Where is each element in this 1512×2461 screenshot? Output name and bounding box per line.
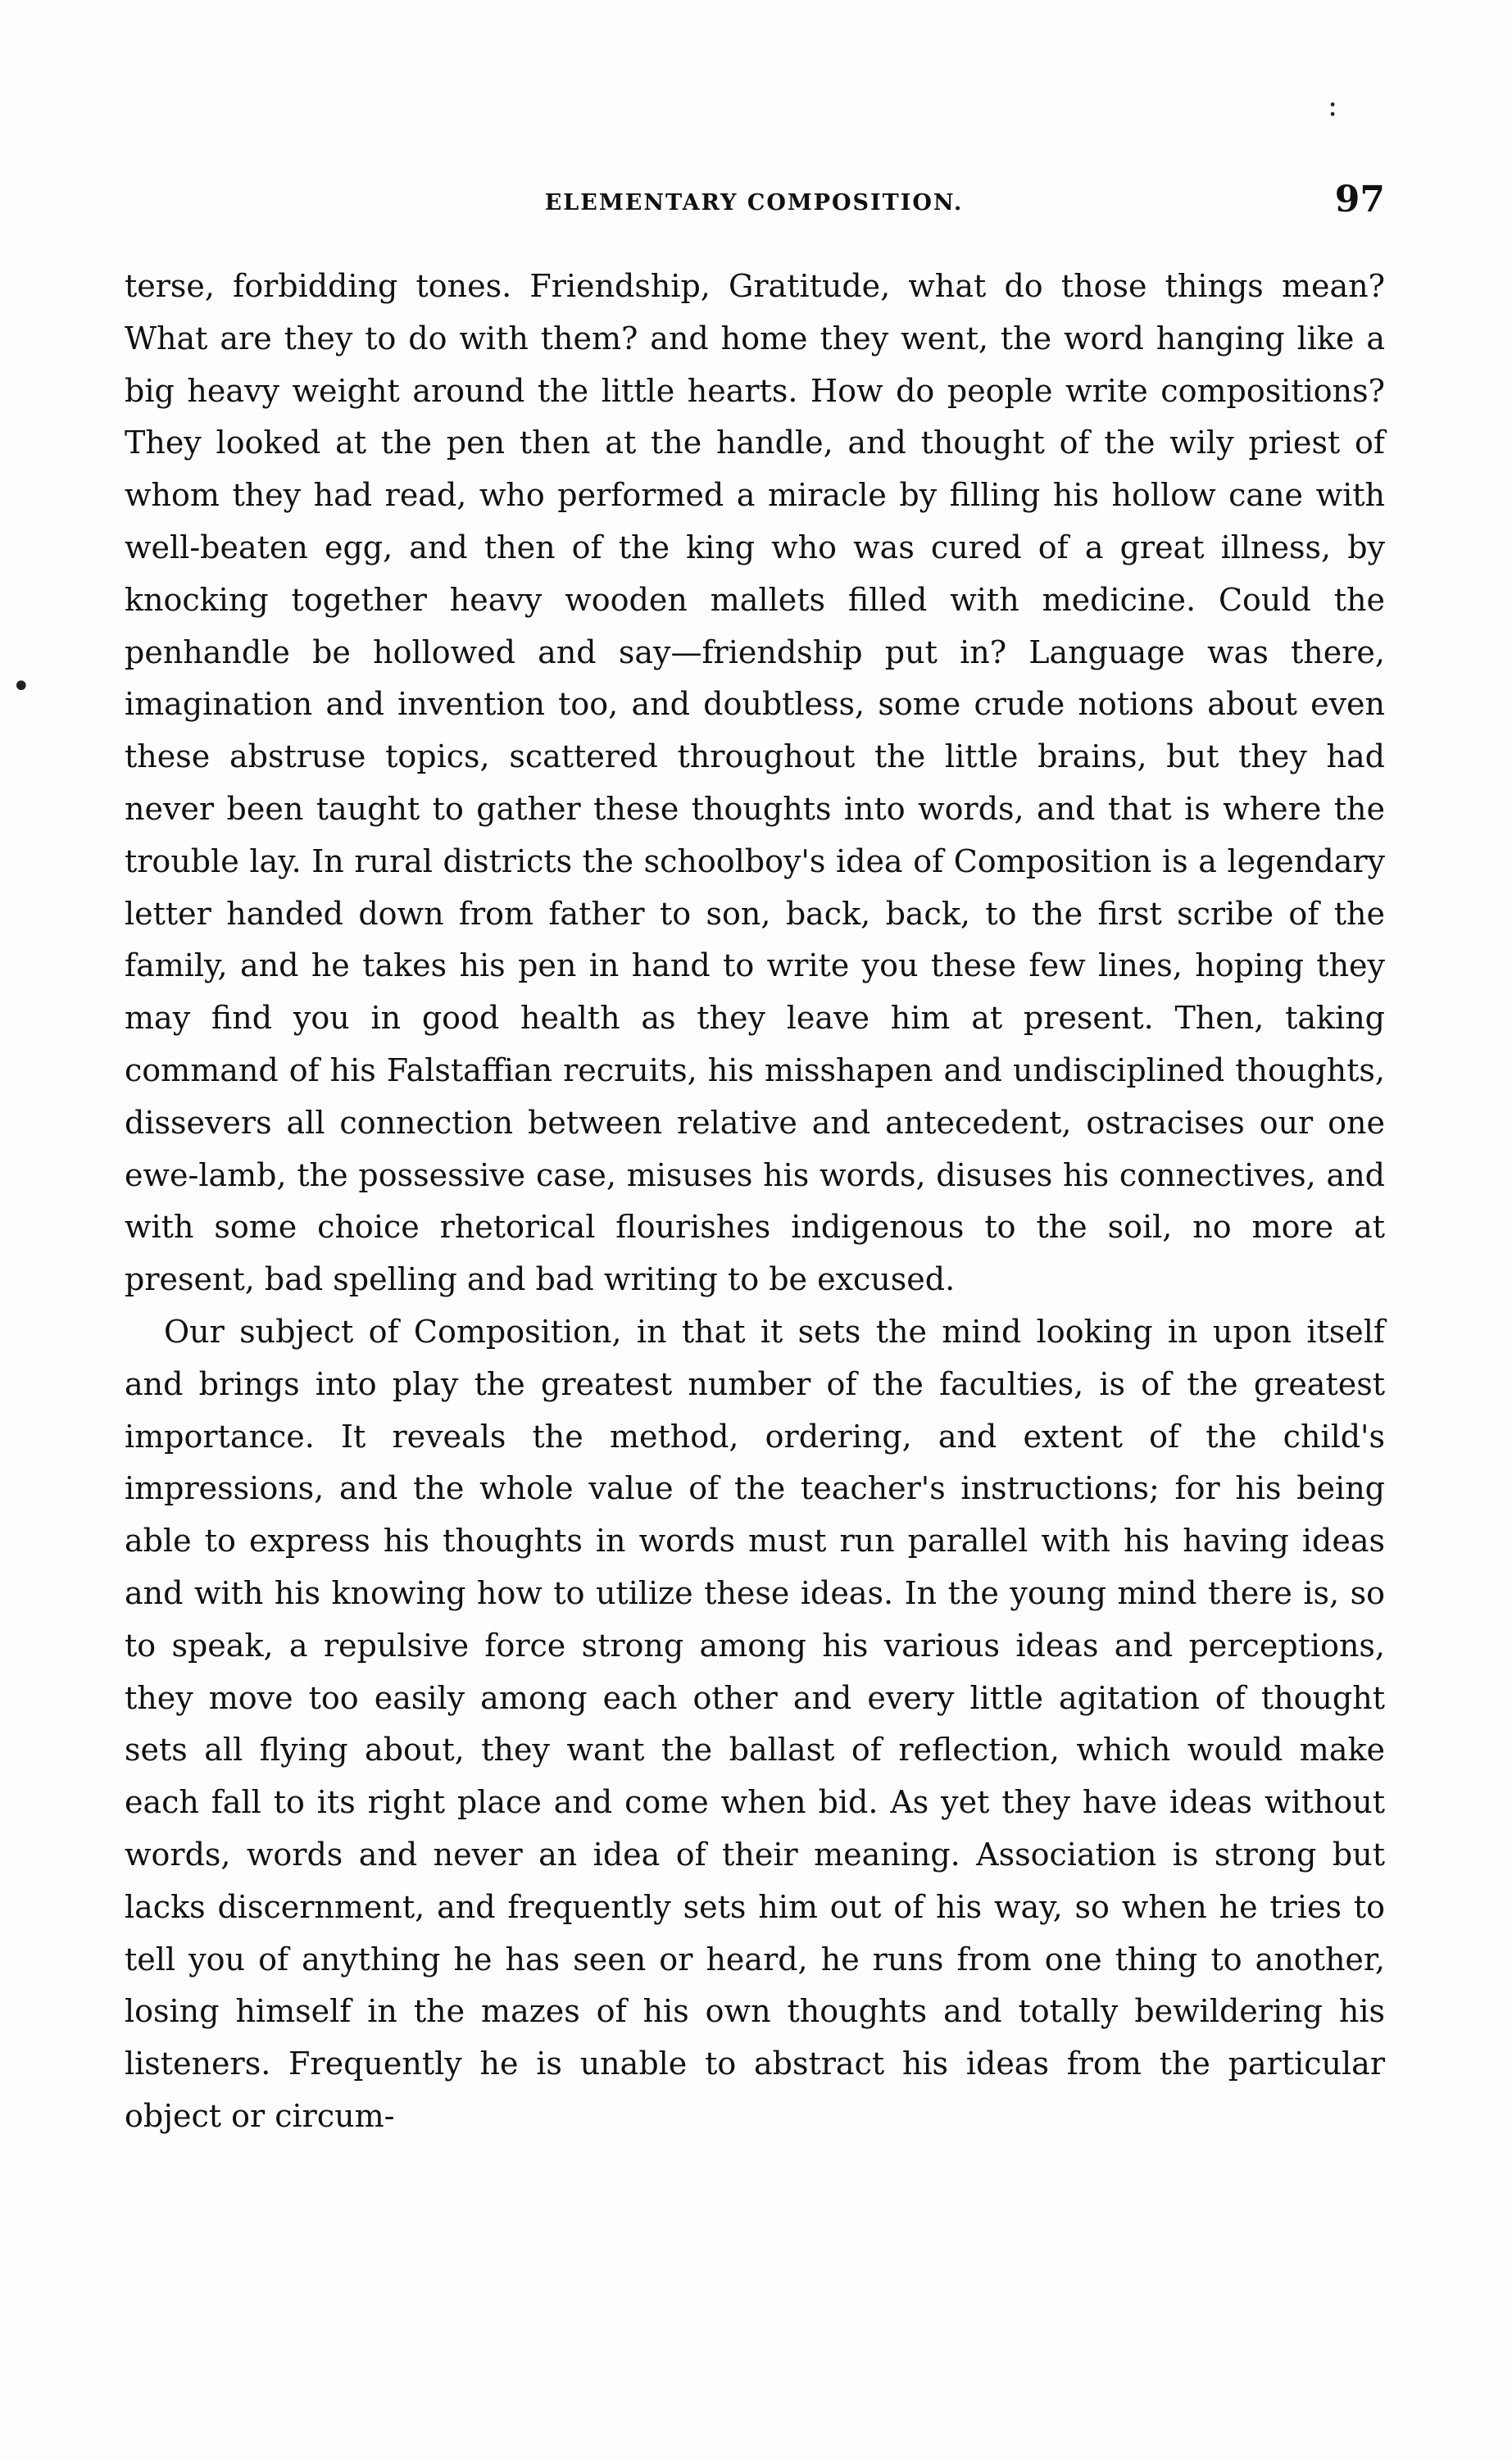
paragraph-composition-subject: Our subject of Composition, in that it sets the mind looking in upon itself and brings into play the greatest number of the faculties, is of the greatest importance. It reveals the method, ordering, and extent of the child's impressions, and the whole value of the teacher's instructions; for his being able to express his thoughts in words must run parallel with his having ideas and with his knowing how to utilize these ideas. In the young mind there is, so to speak, a repulsive force strong among his various ideas and perceptions, they move too easily among each other and every little agitation of thought sets all flying about, they want the ballast of reflection, which would make each fall to its right place and come when bid. As yet they have ideas without words, words and never an idea of their meaning. Association is strong but lacks discernment, and frequently sets him out of his way, so when he tries to tell you of anything he has seen or heard, he runs from one thing to another, losing himself in the mazes of his own thoughts and totally bewildering his listeners. Frequently he is unable to abstract his ideas from the particular object or circum- (125, 1313, 1385, 2134)
page-number: 97 (1334, 179, 1385, 220)
margin-mark-top-right: : (1328, 89, 1338, 123)
body-text (125, 261, 1385, 2143)
margin-mark-left: • (11, 668, 31, 706)
running-title: ELEMENTARY COMPOSITION. (544, 190, 964, 216)
running-head (123, 179, 1385, 236)
paragraph-continuation: terse, forbidding tones. Friendship, Gratitude, what do those things mean? What are they to do with them? and home they went, the word hanging like a big heavy weight around the little hearts. How do people write compositions? They looked at the pen then at the handle, and thought of the wily priest of whom they had read, who performed a miracle by filling his hollow cane with well-beaten egg, and then of the king who was cured of a great illness, by knocking together heavy wooden mallets filled with medicine. Could the penhandle be hollowed and say—friendship put in? Language was there, imagination and invention too, and doubtless, some crude notions about even these abstruse topics, scattered throughout the little brains, but they had never been taught to gather these thoughts into words, and that is where the trouble lay. In rural districts the schoolboy's idea of Composition is a legendary letter handed down from father to son, back, back, to the first scribe of the family, and he takes his pen in hand to write you these few lines, hoping they may find you in good health as they leave him at present. Then, taking command of his Falstaffian recruits, his misshapen and undisciplined thoughts, dissevers all connection between relative and antecedent, ostracises our one ewe-lamb, the possessive case, misuses his words, disuses his connectives, and with some choice rhetorical flourishes indigenous to the soil, no more at present, bad spelling and bad writing to be excused. (125, 268, 1385, 1298)
